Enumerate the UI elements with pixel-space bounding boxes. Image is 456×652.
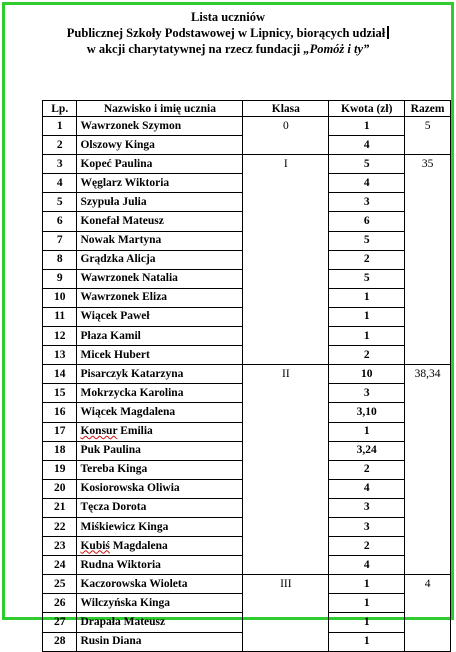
cell-name: Kosiorowska Oliwia [77, 479, 243, 498]
table-row [43, 479, 451, 498]
cell-lp: 23 [43, 537, 77, 556]
cell-amount: 1 [329, 422, 405, 441]
cell-class [243, 537, 329, 556]
cell-lp: 18 [43, 441, 77, 460]
cell-class [243, 288, 329, 307]
table-row [43, 327, 451, 346]
table-row [43, 155, 451, 174]
table-row [43, 136, 451, 155]
cell-name: Konsur Emilia [77, 422, 243, 441]
cell-lp: 21 [43, 498, 77, 517]
cell-class: III [243, 575, 329, 594]
table-row [43, 193, 451, 212]
header-amount: Kwota (zł) [329, 101, 405, 117]
cell-total [405, 384, 451, 403]
cell-amount: 3 [329, 193, 405, 212]
cell-name: Mokrzycka Karolina [77, 384, 243, 403]
cell-class [243, 498, 329, 517]
students-table [42, 100, 451, 652]
cell-total [405, 441, 451, 460]
cell-name: Wawrzonek Eliza [77, 288, 243, 307]
cell-lp: 12 [43, 327, 77, 346]
cell-name: Miśkiewicz Kinga [77, 517, 243, 536]
cell-amount: 1 [329, 327, 405, 346]
cell-lp: 24 [43, 556, 77, 575]
cell-amount: 10 [329, 365, 405, 384]
cell-name: Puk Paulina [77, 441, 243, 460]
cell-amount: 2 [329, 346, 405, 365]
cell-name: Nowak Martyna [77, 231, 243, 250]
table-row [43, 307, 451, 326]
cell-total [405, 193, 451, 212]
cell-amount: 4 [329, 174, 405, 193]
cell-class [243, 384, 329, 403]
cell-name: Wilczyńska Kinga [77, 594, 243, 613]
cell-amount: 1 [329, 632, 405, 651]
cell-lp: 15 [43, 384, 77, 403]
heading-line-2 [5, 25, 451, 41]
foundation-name: „Pomóż i ty” [303, 42, 370, 56]
cell-amount: 5 [329, 269, 405, 288]
cell-name: Micek Hubert [77, 346, 243, 365]
cell-amount: 1 [329, 307, 405, 326]
cell-class [243, 613, 329, 632]
cell-amount: 1 [329, 288, 405, 307]
table-row [43, 212, 451, 231]
cell-total [405, 517, 451, 536]
cell-name: Rudna Wiktoria [77, 556, 243, 575]
cell-name: Wawrzonek Szymon [77, 117, 243, 136]
header-class: Klasa [243, 101, 329, 117]
cell-total [405, 613, 451, 632]
table-row [43, 613, 451, 632]
header-name: Nazwisko i imię ucznia [77, 101, 243, 117]
cell-class [243, 136, 329, 155]
text-cursor [387, 26, 389, 39]
cell-amount: 3 [329, 498, 405, 517]
cell-amount: 5 [329, 155, 405, 174]
table-row [43, 498, 451, 517]
cell-name: Tęcza Dorota [77, 498, 243, 517]
cell-total [405, 327, 451, 346]
cell-lp: 1 [43, 117, 77, 136]
table-row [43, 346, 451, 365]
table-row [43, 460, 451, 479]
cell-lp: 22 [43, 517, 77, 536]
cell-lp: 14 [43, 365, 77, 384]
cell-class [243, 403, 329, 422]
table-row [43, 231, 451, 250]
cell-total [405, 288, 451, 307]
table-row [43, 632, 451, 651]
document-frame [2, 2, 454, 648]
table-row [43, 250, 451, 269]
cell-amount: 6 [329, 212, 405, 231]
cell-lp: 11 [43, 307, 77, 326]
table-row [43, 384, 451, 403]
heading-line-3 [5, 41, 451, 57]
cell-amount: 4 [329, 556, 405, 575]
cell-total [405, 556, 451, 575]
table-row [43, 403, 451, 422]
cell-total [405, 632, 451, 651]
cell-total: 5 [405, 117, 451, 136]
cell-class [243, 231, 329, 250]
table-row [43, 365, 451, 384]
table-row [43, 594, 451, 613]
spellcheck-word: Kubiś [80, 539, 110, 552]
table-row [43, 174, 451, 193]
cell-total [405, 594, 451, 613]
cell-amount: 3,24 [329, 441, 405, 460]
cell-total [405, 403, 451, 422]
cell-amount: 1 [329, 594, 405, 613]
cell-name: Tereba Kinga [77, 460, 243, 479]
table-row [43, 575, 451, 594]
cell-lp: 27 [43, 613, 77, 632]
table-row [43, 556, 451, 575]
cell-lp: 20 [43, 479, 77, 498]
cell-lp: 3 [43, 155, 77, 174]
cell-total: 38,34 [405, 365, 451, 384]
cell-class [243, 556, 329, 575]
table-header-row [43, 101, 451, 117]
cell-name: Kaczorowska Wioleta [77, 575, 243, 594]
cell-lp: 13 [43, 346, 77, 365]
cell-class: II [243, 365, 329, 384]
cell-name: Kopeć Paulina [77, 155, 243, 174]
cell-class [243, 632, 329, 651]
cell-class [243, 422, 329, 441]
cell-lp: 19 [43, 460, 77, 479]
cell-name: Szypuła Julia [77, 193, 243, 212]
table-row [43, 288, 451, 307]
heading-line-3-text: w akcji charytatywnej na rzecz fundacji [86, 42, 304, 56]
document-heading [5, 9, 451, 57]
cell-lp: 8 [43, 250, 77, 269]
cell-total [405, 346, 451, 365]
cell-name: Grądzka Alicja [77, 250, 243, 269]
cell-class [243, 479, 329, 498]
cell-total [405, 231, 451, 250]
cell-class [243, 307, 329, 326]
cell-lp: 4 [43, 174, 77, 193]
cell-amount: 4 [329, 479, 405, 498]
cell-lp: 6 [43, 212, 77, 231]
cell-amount: 1 [329, 117, 405, 136]
cell-name: Płaza Kamil [77, 327, 243, 346]
cell-amount: 3,10 [329, 403, 405, 422]
cell-lp: 28 [43, 632, 77, 651]
cell-lp: 10 [43, 288, 77, 307]
cell-lp: 17 [43, 422, 77, 441]
cell-total [405, 269, 451, 288]
cell-class [243, 594, 329, 613]
cell-class [243, 517, 329, 536]
cell-amount: 1 [329, 575, 405, 594]
cell-class [243, 441, 329, 460]
cell-class [243, 212, 329, 231]
header-total: Razem [405, 101, 451, 117]
cell-total [405, 212, 451, 231]
table-row [43, 537, 451, 556]
cell-name: Pisarczyk Katarzyna [77, 365, 243, 384]
cell-name: Konefał Mateusz [77, 212, 243, 231]
cell-name: Wiącek Magdalena [77, 403, 243, 422]
cell-lp: 26 [43, 594, 77, 613]
cell-class [243, 193, 329, 212]
cell-amount: 2 [329, 250, 405, 269]
cell-class [243, 269, 329, 288]
table-row [43, 441, 451, 460]
cell-lp: 16 [43, 403, 77, 422]
cell-total [405, 460, 451, 479]
cell-total [405, 136, 451, 155]
table-row [43, 422, 451, 441]
cell-name: Węglarz Wiktoria [77, 174, 243, 193]
cell-class [243, 460, 329, 479]
cell-amount: 3 [329, 384, 405, 403]
cell-total [405, 479, 451, 498]
spellcheck-word: Konsur [80, 425, 118, 438]
cell-name: Wiącek Paweł [77, 307, 243, 326]
cell-total [405, 498, 451, 517]
table-row [43, 269, 451, 288]
cell-class: I [243, 155, 329, 174]
header-lp: Lp. [43, 101, 77, 117]
cell-total [405, 537, 451, 556]
table-row [43, 517, 451, 536]
cell-name: Wawrzonek Natalia [77, 269, 243, 288]
cell-amount: 1 [329, 613, 405, 632]
cell-class [243, 346, 329, 365]
cell-class [243, 327, 329, 346]
cell-lp: 5 [43, 193, 77, 212]
cell-total [405, 250, 451, 269]
cell-amount: 2 [329, 460, 405, 479]
cell-amount: 5 [329, 231, 405, 250]
heading-line-2-text: Publicznej Szkoły Podstawowej w Lipnicy, biorących udział [66, 26, 386, 40]
heading-line-1: Lista uczniów [191, 10, 265, 24]
cell-total [405, 174, 451, 193]
cell-name: Rusin Diana [77, 632, 243, 651]
cell-name: Kubiś Magdalena [77, 537, 243, 556]
cell-total: 35 [405, 155, 451, 174]
cell-total: 4 [405, 575, 451, 594]
cell-lp: 25 [43, 575, 77, 594]
table-row [43, 117, 451, 136]
cell-lp: 7 [43, 231, 77, 250]
cell-total [405, 307, 451, 326]
cell-name: Olszowy Kinga [77, 136, 243, 155]
cell-class: 0 [243, 117, 329, 136]
cell-amount: 4 [329, 136, 405, 155]
cell-total [405, 422, 451, 441]
cell-amount: 2 [329, 537, 405, 556]
cell-lp: 9 [43, 269, 77, 288]
cell-lp: 2 [43, 136, 77, 155]
cell-class [243, 250, 329, 269]
cell-amount: 3 [329, 517, 405, 536]
cell-class [243, 174, 329, 193]
table-body [43, 117, 451, 652]
cell-name: Drapała Mateusz [77, 613, 243, 632]
